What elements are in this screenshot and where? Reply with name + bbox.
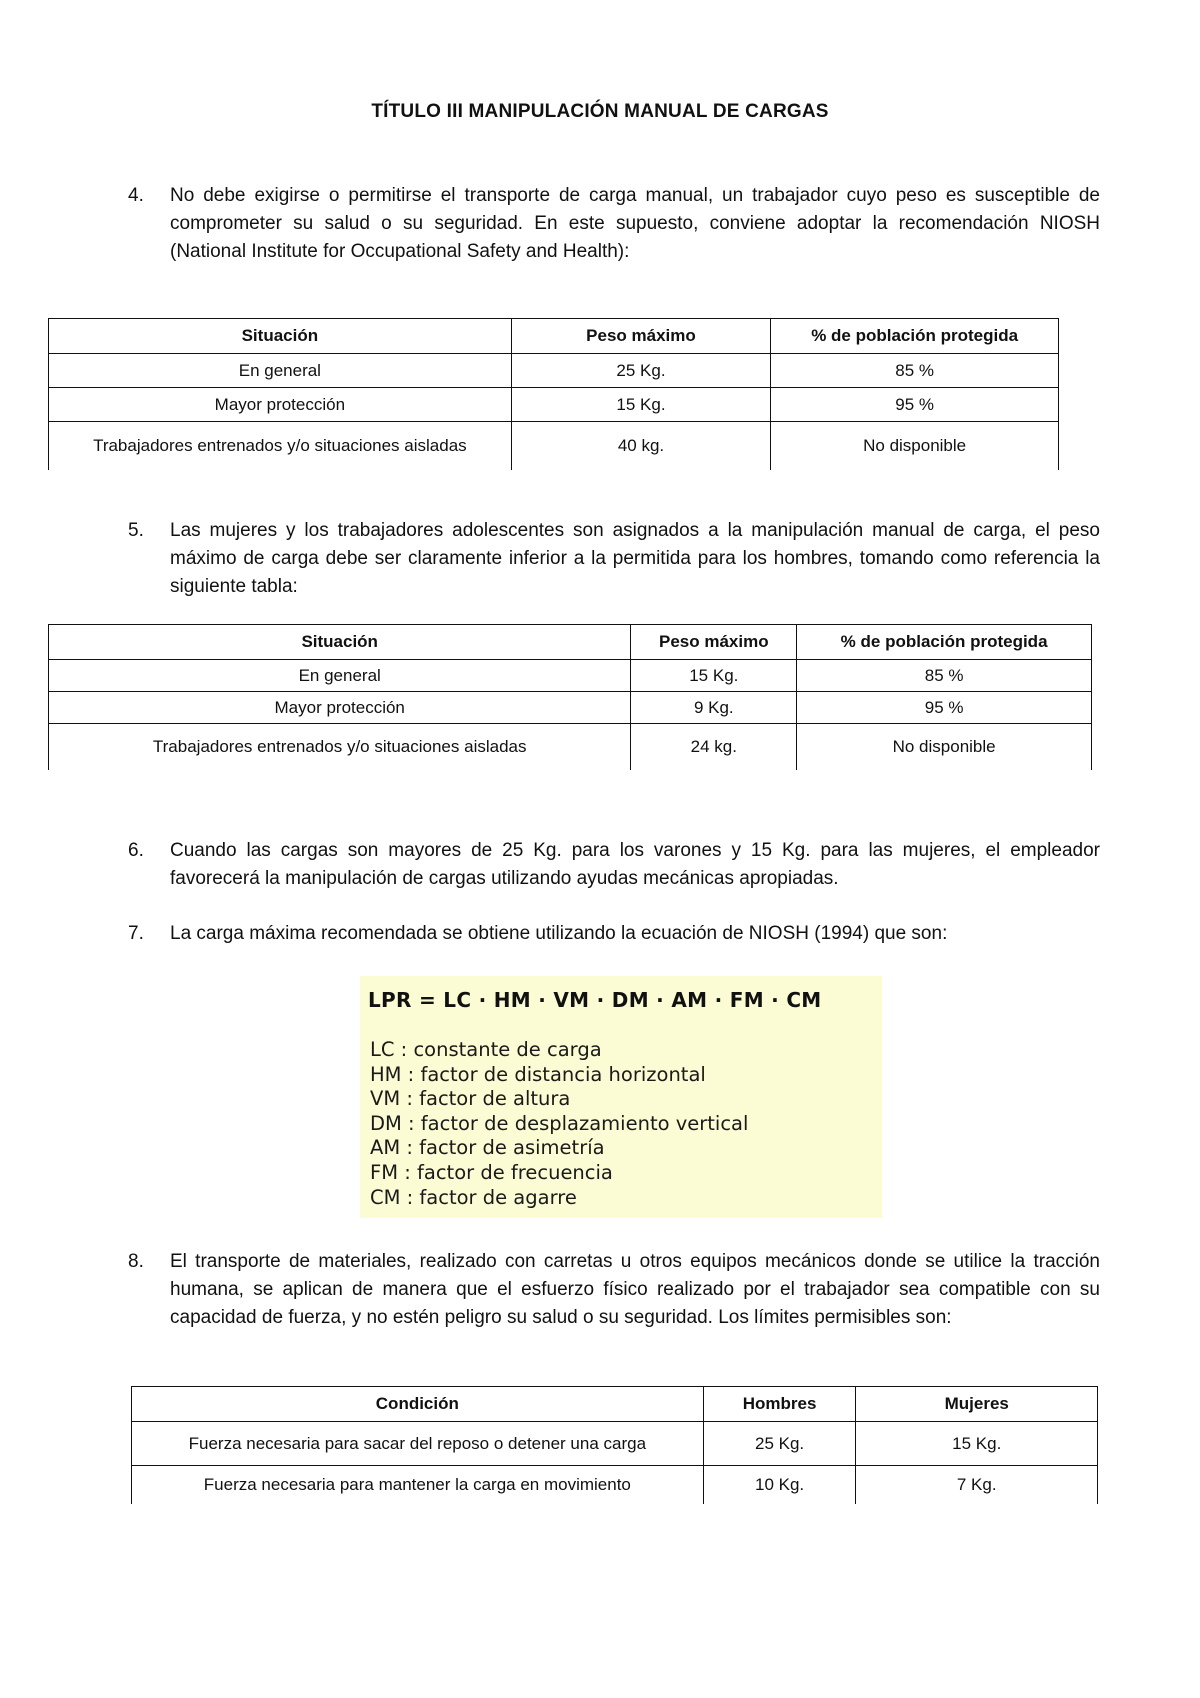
definition-item: VM : factor de altura [370, 1087, 571, 1111]
item-text: Las mujeres y los trabajadores adolescentes son asignados a la manipulación manual de carga, el peso máximo de carga debe ser claramente inferior a la permitida para los hombres, tomando como referencia la siguiente tabla: [170, 520, 1100, 597]
table-row [49, 724, 1092, 770]
table-header-row [49, 319, 1059, 354]
table-cell: 15 Kg. [631, 660, 797, 692]
table-cell: 85 % [797, 660, 1092, 692]
table-cell: 25 Kg. [511, 354, 771, 388]
table-cell: En general [49, 660, 631, 692]
definition-item: LC : constante de carga [370, 1038, 602, 1061]
table-cell: Mayor protección [49, 388, 512, 422]
table-header-row [49, 625, 1092, 660]
header-poblacion-protegida: % de población protegida [771, 319, 1059, 354]
table-row [49, 692, 1092, 724]
definition-item: AM : factor de asimetría [370, 1136, 605, 1160]
table-row [49, 660, 1092, 692]
table-cell: 40 kg. [511, 422, 771, 470]
header-situacion: Situación [49, 319, 512, 354]
niosh-equation-box [360, 976, 882, 1218]
item-4 [128, 182, 1100, 266]
definition-item: CM : factor de agarre [370, 1185, 577, 1209]
table-cell: 24 kg. [631, 724, 797, 770]
table-cell: En general [49, 354, 512, 388]
table-cell: 85 % [771, 354, 1059, 388]
equation-definitions [370, 1038, 748, 1210]
header-peso-maximo: Peso máximo [511, 319, 771, 354]
header-peso-maximo: Peso máximo [631, 625, 797, 660]
table-cell: Mayor protección [49, 692, 631, 724]
table-cell: 15 Kg. [511, 388, 771, 422]
table-cell: Trabajadores entrenados y/o situaciones aisladas [49, 422, 512, 470]
page-title: TÍTULO III MANIPULACIÓN MANUAL DE CARGAS [371, 101, 829, 122]
table-header-row [132, 1387, 1098, 1422]
table-cell: No disponible [797, 724, 1092, 770]
item-text: La carga máxima recomendada se obtiene utilizando la ecuación de NIOSH (1994) que son: [170, 923, 948, 944]
header-situacion: Situación [49, 625, 631, 660]
item-text: El transporte de materiales, realizado con carretas u otros equipos mecánicos donde se utilice la tracción humana, se aplican de manera que el esfuerzo físico realizado por el trabajador sea compatible con su capacidad de fuerza, y no estén peligro su salud o su seguridad. Los límites permisibles son: [170, 1251, 1100, 1328]
niosh-equation: LPR = LC · HM · VM · DM · AM · FM · CM [368, 988, 822, 1012]
header-condicion: Condición [132, 1387, 704, 1422]
table-cell: No disponible [771, 422, 1059, 470]
table-cell: Fuerza necesaria para sacar del reposo o detener una carga [132, 1422, 704, 1466]
table-row [49, 422, 1059, 470]
table-row [132, 1422, 1098, 1466]
item-number: 5. [128, 520, 144, 541]
item-number: 7. [128, 923, 144, 944]
table-cell: 95 % [771, 388, 1059, 422]
item-number: 6. [128, 840, 144, 861]
table-cell: 95 % [797, 692, 1092, 724]
table-cell: 9 Kg. [631, 692, 797, 724]
definition-item: HM : factor de distancia horizontal [370, 1062, 706, 1086]
definition-item: DM : factor de desplazamiento vertical [370, 1111, 749, 1135]
item-6 [128, 837, 1100, 893]
item-text: No debe exigirse o permitirse el transporte de carga manual, un trabajador cuyo peso es susceptible de comprometer su salud o su seguridad. En este supuesto, conviene adoptar la recomendación NIOSH (National Institute for Occupational Safety and Health): [170, 185, 1100, 262]
table-row [49, 388, 1059, 422]
item-8 [128, 1248, 1100, 1332]
table-cell: 10 Kg. [703, 1466, 856, 1504]
item-text: Cuando las cargas son mayores de 25 Kg. para los varones y 15 Kg. para las mujeres, el empleador favorecerá la manipulación de cargas utilizando ayudas mecánicas apropiadas. [170, 840, 1100, 889]
item-number: 8. [128, 1251, 144, 1272]
table-cell: Fuerza necesaria para mantener la carga en movimiento [132, 1466, 704, 1504]
table-cell: 7 Kg. [856, 1466, 1098, 1504]
table-cell: 15 Kg. [856, 1422, 1098, 1466]
header-poblacion-protegida: % de población protegida [797, 625, 1092, 660]
table-cell: Trabajadores entrenados y/o situaciones aisladas [49, 724, 631, 770]
header-mujeres: Mujeres [856, 1387, 1098, 1422]
definition-item: FM : factor de frecuencia [370, 1160, 613, 1184]
header-hombres: Hombres [703, 1387, 856, 1422]
table-men-weight-limits [48, 318, 1059, 470]
table-row [132, 1466, 1098, 1504]
item-7 [128, 920, 1100, 948]
table-force-limits [131, 1386, 1098, 1504]
table-row [49, 354, 1059, 388]
table-women-weight-limits [48, 624, 1092, 770]
item-5 [128, 517, 1100, 601]
table-cell: 25 Kg. [703, 1422, 856, 1466]
item-number: 4. [128, 185, 144, 206]
